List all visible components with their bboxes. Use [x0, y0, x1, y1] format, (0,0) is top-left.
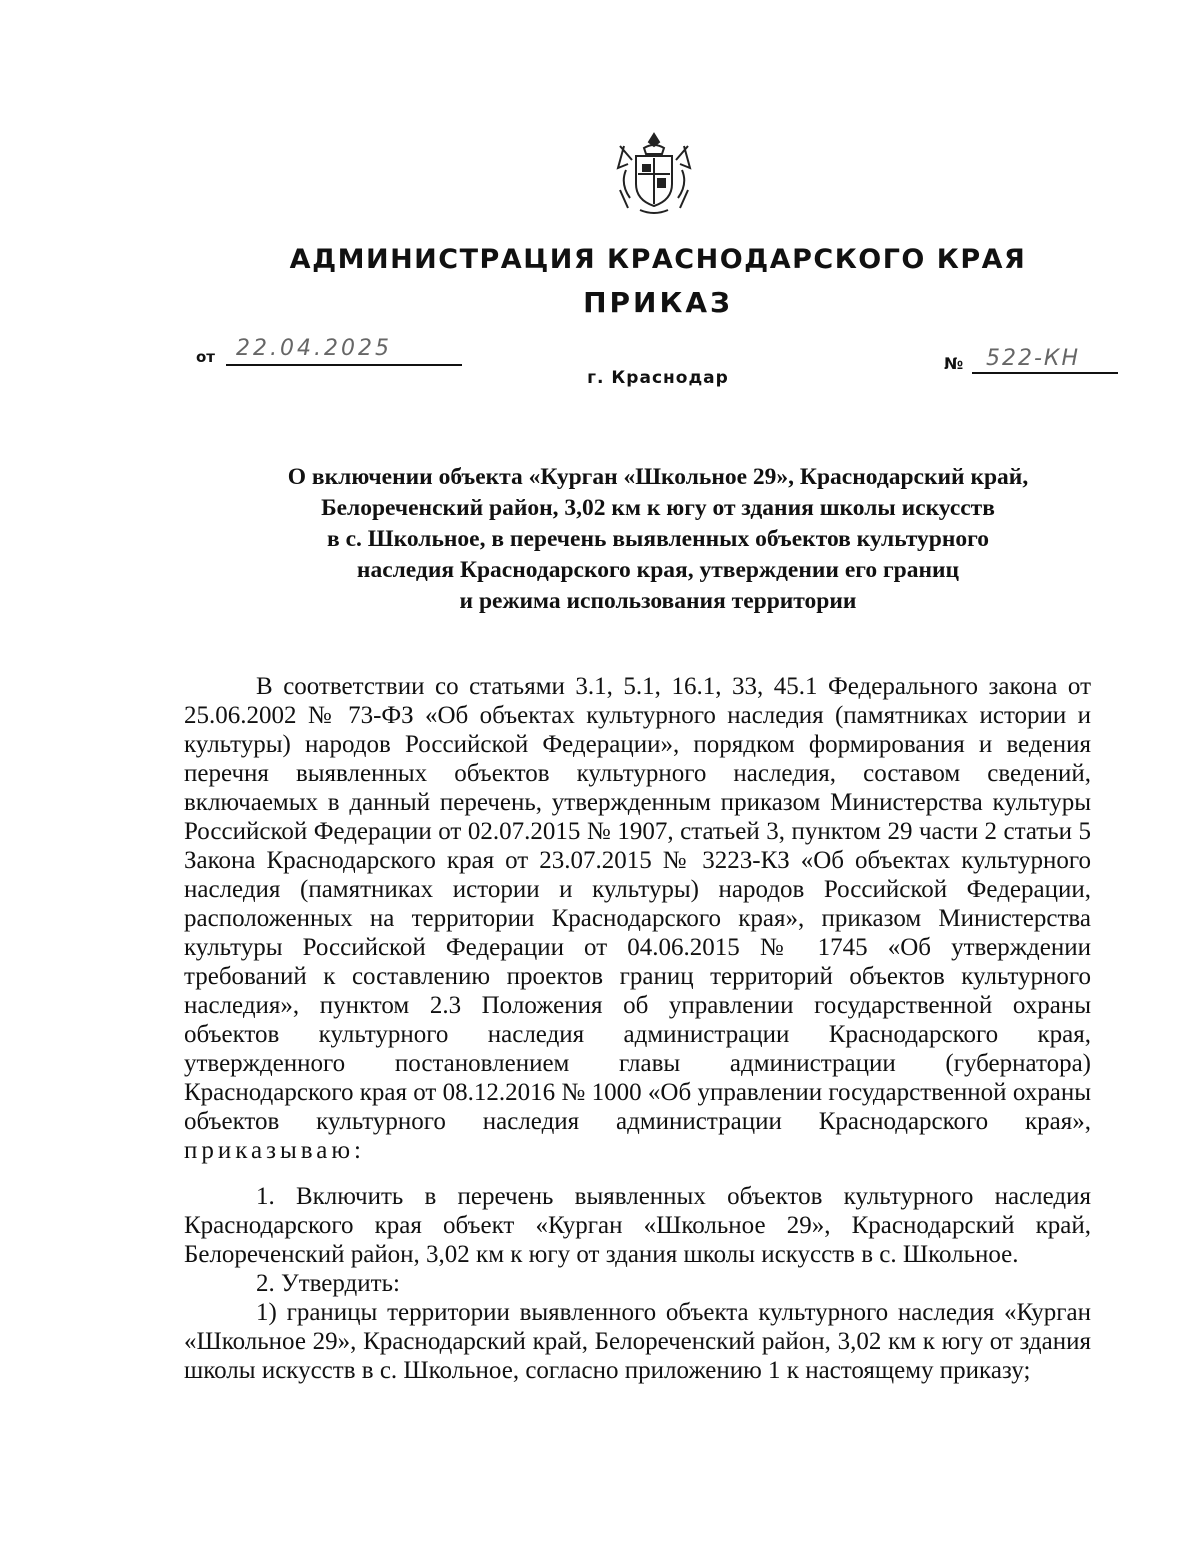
- date-label: от: [196, 348, 215, 366]
- preamble-paragraph: В соответствии со статьями 3.1, 5.1, 16.1, 33, 45.1 Федерального закона от 25.06.2002 № 73-ФЗ «Об объектах культурного наследия (памятниках истории и культуры) народов Российской Федерации», порядком формирования и ведения перечня выявленных объектов культурного наследия, составом сведений, включаемых в данный перечень, утвержденным приказом Министерства культуры Российской Федерации от 02.07.2015 № 1907, статьей 3, пунктом 29 части 2 статьи 5 Закона Краснодарского края от 23.07.2015 № 3223-КЗ «Об объектах культурного наследия (памятниках истории и культуры) народов Российской Федерации, расположенных на территории Краснодарского края», приказом Министерства культуры Российской Федерации от 04.06.2015 № 1745 «Об утверждении требований к составлению проектов границ территорий объектов культурного наследия», пунктом 2.3 Положения об управлении государственной охраны объектов культурного наследия администрации Краснодарского края, утвержденного постановлением главы администрации (губернатора) Краснодарского края от 08.12.2016 № 1000 «Об управлении государственной охраны объектов культурного наследия администрации Краснодарского края»,: [184, 673, 1091, 1135]
- date-value: 22.04.2025: [236, 336, 392, 361]
- number-value: 522-КН: [986, 346, 1081, 371]
- number-underline: [972, 372, 1118, 374]
- title-line: и режима использования территории: [459, 588, 857, 614]
- title-line: Белореченский район, 3,02 км к югу от здания школы искусств: [321, 495, 995, 521]
- item-1-block: [184, 1182, 1091, 1269]
- organization-name: АДМИНИСТРАЦИЯ КРАСНОДАРСКОГО КРАЯ: [289, 244, 1027, 275]
- number-label: №: [944, 354, 964, 373]
- document-title: [150, 462, 1166, 617]
- document-type: ПРИКАЗ: [583, 286, 733, 319]
- preamble-block: [184, 672, 1091, 1165]
- item-1: 1. Включить в перечень выявленных объектов культурного наследия Краснодарского края объект «Курган «Школьное 29», Краснодарский край, Белореченский район, 3,02 км к югу от здания школы искусств в с. Школьное.: [184, 1183, 1091, 1268]
- item-2-block: [184, 1269, 1091, 1298]
- item-2-1-block: [184, 1298, 1091, 1385]
- title-line: в с. Школьное, в перечень выявленных объектов культурного: [327, 526, 989, 552]
- title-line: О включении объекта «Курган «Школьное 29», Краснодарский край,: [287, 464, 1029, 490]
- date-underline: [226, 364, 462, 366]
- title-line: наследия Краснодарского края, утверждении его границ: [356, 557, 960, 583]
- coat-of-arms-icon: [606, 130, 702, 218]
- city: г. Краснодар: [587, 368, 729, 388]
- item-2: 2. Утвердить:: [256, 1270, 400, 1297]
- order-word: приказываю:: [184, 1137, 365, 1164]
- item-2-1: 1) границы территории выявленного объекта культурного наследия «Курган «Школьное 29», Краснодарский край, Белореченский район, 3,02 км к югу от здания школы искусств в с. Школьное, согласно приложению 1 к настоящему приказу;: [184, 1299, 1091, 1384]
